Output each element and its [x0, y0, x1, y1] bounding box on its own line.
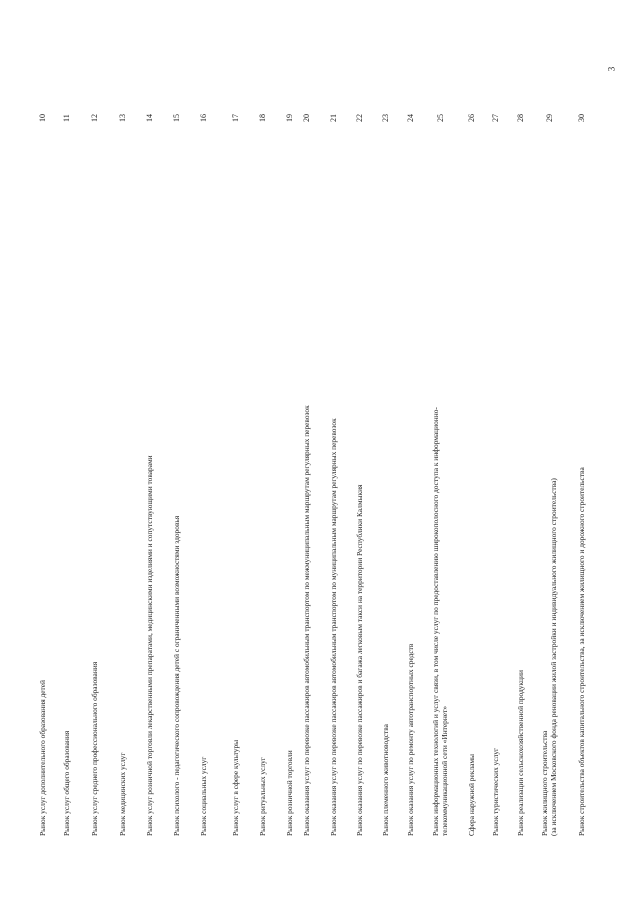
service-label [577, 467, 586, 836]
service-number: 19 [285, 114, 294, 122]
service-label-line: Рынок оказания услуг по ремонту автотранспортных средств [406, 643, 415, 836]
service-label-line: Рынок оказания услуг по перевозке пассажиров автомобильным транспортом по межмуниципальным маршрутам регулярных перевозок [302, 405, 311, 836]
service-label [38, 680, 47, 836]
service-number: 15 [172, 114, 181, 122]
service-number: 16 [199, 114, 208, 122]
service-label-line: Рынок услуг дополнительного образования детей [38, 680, 47, 836]
service-label-line: Рынок психолого - педагогического сопровождения детей с ограниченными возможностями здоровья [172, 515, 181, 836]
service-number: 11 [62, 114, 71, 122]
service-number: 22 [355, 114, 364, 122]
service-number: 14 [145, 114, 154, 122]
service-number: 28 [516, 114, 525, 122]
service-label-line: Рынок услуг в сфере культуры [231, 739, 240, 836]
service-label [172, 516, 181, 836]
service-number: 25 [436, 114, 445, 122]
service-label [145, 455, 154, 836]
service-label-line: Рынок строительства объектов капитального строительства, за исключением жилищного и дорожного строительства [577, 467, 586, 836]
service-label [467, 754, 476, 836]
service-label-line: Рынок розничной торговли [285, 750, 294, 836]
service-label [491, 748, 500, 836]
service-label-line: Рынок оказания услуг по перевозке пассажиров автомобильным транспортом по муниципальным маршрутам регулярных перевозок [329, 418, 338, 836]
service-label-line: Рынок племенного животноводства [381, 724, 390, 836]
service-label [199, 757, 208, 836]
service-number: 10 [38, 114, 47, 122]
service-label [516, 670, 525, 836]
service-number: 18 [258, 114, 267, 122]
service-number: 20 [302, 114, 311, 122]
service-label-line: Рынок услуг розничной торговли лекарственными препаратами, медицинскими изделиями и сопутствующими товарами [145, 455, 154, 836]
service-number: 29 [545, 114, 554, 122]
service-number: 17 [231, 114, 240, 122]
service-number: 13 [118, 114, 127, 122]
service-label [302, 405, 311, 836]
service-label [381, 724, 390, 836]
service-number: 12 [90, 114, 99, 122]
service-label [406, 644, 415, 836]
service-number: 30 [577, 114, 586, 122]
service-label [118, 753, 127, 836]
service-label [540, 478, 558, 836]
service-label-line: Рынок услуг среднего профессионального образования [90, 661, 99, 836]
service-number: 24 [406, 114, 415, 122]
service-label-line: Рынок услуг общего образования [62, 730, 71, 836]
service-label-line: Рынок реализации сельскохозяйственной продукции [516, 670, 525, 836]
service-number: 23 [381, 114, 390, 122]
service-label [431, 407, 449, 836]
service-number: 27 [491, 114, 500, 122]
service-label [90, 662, 99, 836]
service-label [231, 740, 240, 836]
service-number: 21 [329, 114, 338, 122]
service-label [62, 731, 71, 836]
service-label-line: Рынок медицинских услуг [118, 752, 127, 836]
page-number: 3 [606, 66, 617, 72]
service-label [355, 485, 364, 836]
service-label-line: Рынок туристических услуг [491, 747, 500, 836]
service-label-line: Рынок оказания услуг по перевозке пассажиров и багажа легковым такси на территории Республики Калмыкия [355, 484, 364, 836]
service-label [285, 750, 294, 836]
service-label-line: телекоммуникационной сети «Интернет» [440, 705, 449, 836]
service-label-line: Рынок информационных технологий и услуг связи, в том числе услуг по предоставлению широкополосного доступа к информационно- [431, 407, 440, 836]
service-label-line: Рынок социальных услуг [199, 756, 208, 836]
service-label-line: (за исключением Московского фонда реновации жилой застройки и индивидуального жилищного строительства) [549, 478, 558, 836]
service-number: 26 [467, 114, 476, 122]
service-label [258, 757, 267, 836]
service-label [329, 418, 338, 836]
service-label-line: Сфера наружной рекламы [467, 754, 476, 836]
service-label-line: Рынок жилищного строительства [540, 730, 549, 836]
service-label-line: Рынок ритуальных услуг [258, 757, 267, 836]
